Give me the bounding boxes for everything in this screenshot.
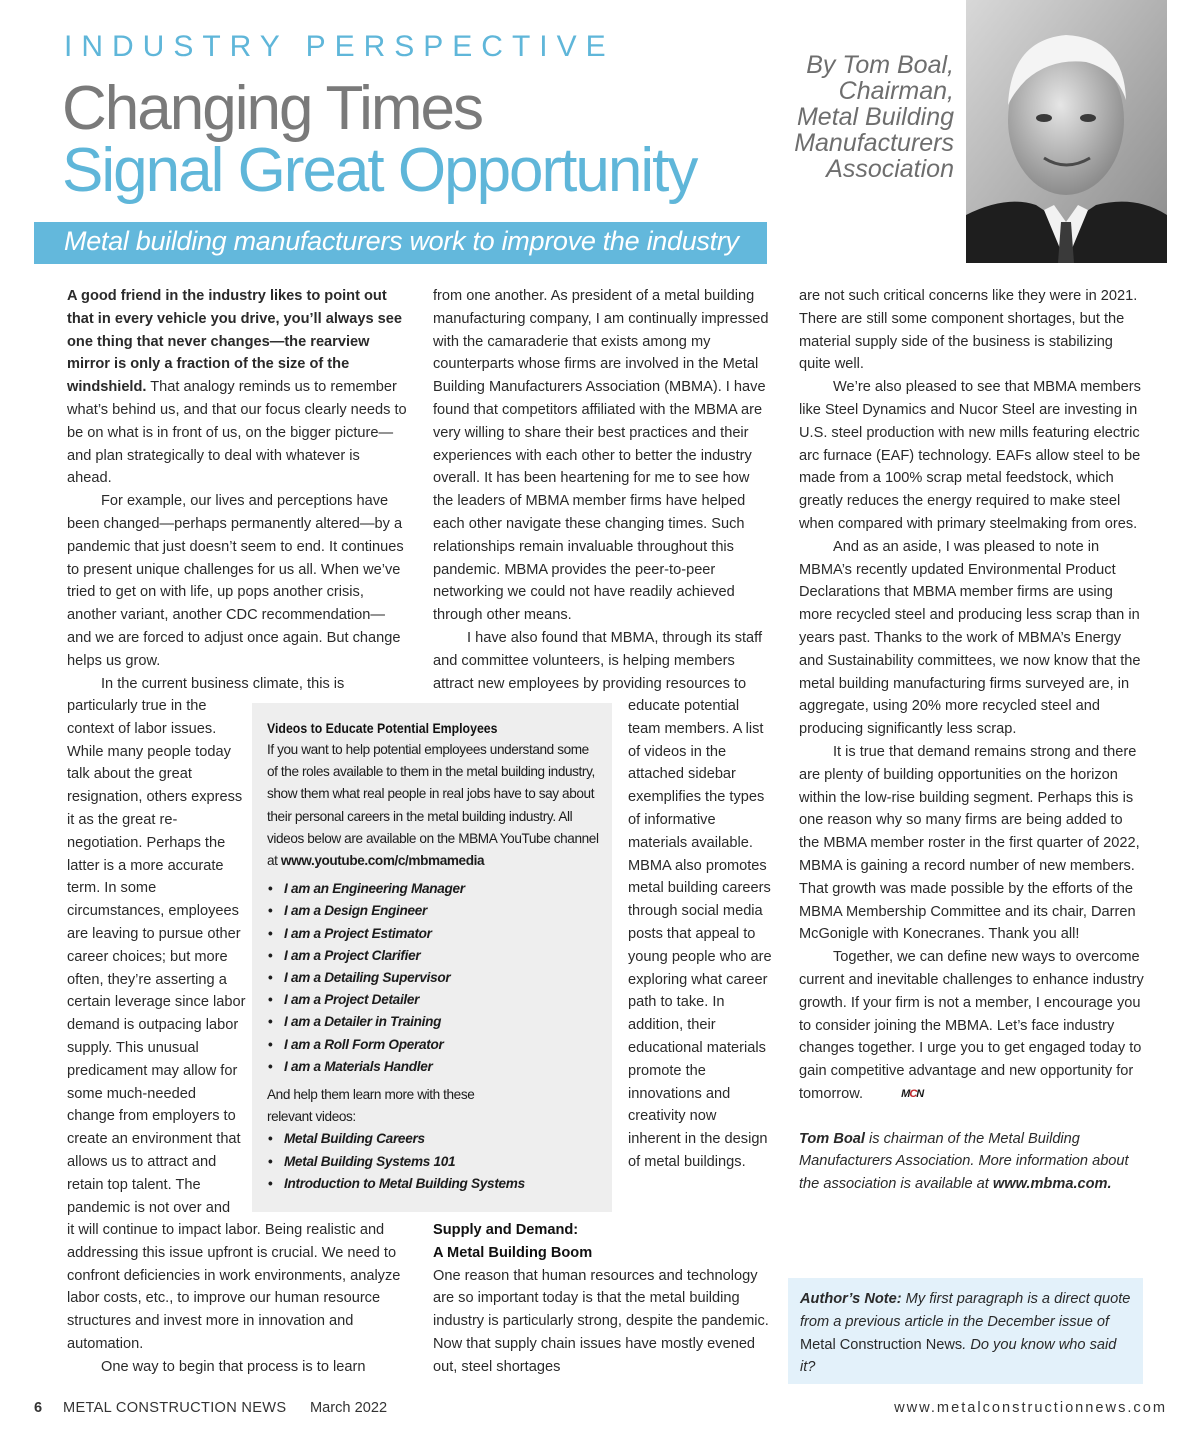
video-item[interactable]: • Metal Building Careers [267, 1128, 602, 1150]
paragraph: It is true that demand remains strong and there are plenty of building opportunities on the horizon within the low-rise building segment. Perhaps this is one reason why so many firms are being added to the MBMA member roster in the first quarter of 2022, MBMA is gaining a record number of new members. That growth was made possible by the efforts of the MBMA Membership Committee and its chair, Darren McGonigle with Konecranes. Thank you all! [799, 743, 1140, 943]
video-item[interactable]: • Introduction to Metal Building Systems [267, 1173, 602, 1195]
column-3 [799, 285, 1144, 1196]
article-title-line1: Changing Times [62, 74, 483, 143]
paragraph-end: it will continue to impact labor. Being realistic and addressing this issue upfront is crucial. We need to confront deficiencies in work environments, analyze labor costs, etc., to improve our human resource structures and invest more in innovation and automation. [67, 1222, 401, 1352]
video-item[interactable]: • I am a Design Engineer [267, 900, 602, 922]
video-item[interactable]: • I am a Roll Form Operator [267, 1034, 602, 1056]
bio-link[interactable]: www.mbma.com. [992, 1176, 1112, 1193]
byline-line: Metal Building [796, 103, 954, 131]
author-byline [734, 52, 954, 182]
paragraph: from one another. As president of a metal building manufacturing company, I am continually impressed with the camaraderie that exists among my counterparts whose firms are involved in the Metal Building Manufacturers Association (MBMA). I have found that competitors affiliated with the MBMA are very willing to share their best practices and their experiences with each other to better the industry overall. It has been heartening for me to see how the leaders of MBMA member firms have helped each other navigate these changing times. Such relationships remain invaluable throughout this pandemic. MBMA provides the peer-to-peer networking we could not have readily achieved through other means. [433, 288, 769, 624]
author-portrait-image [966, 0, 1167, 263]
paragraph: We’re also pleased to see that MBMA members like Steel Dynamics and Nucor Steel are investing in U.S. steel production with new mills featuring electric arc furnace (EAF) technology. EAFs allow steel to be made from a 100% scrap metal feedstock, which greatly reduces the energy required to make steel when compared with primary steelmaking from ores. [799, 379, 1141, 532]
author-note [800, 1288, 1135, 1379]
paragraph-start: I have also found that MBMA, through its staff and committee volunteers, is helping members attract new employees by providing resources to [433, 629, 763, 692]
author-photo [966, 0, 1167, 263]
lead-bold-text: A good friend in the industry likes to point out that in every vehicle you drive, you’ll always see one thing that never changes—the rearview mirror is only a fraction of the size of the windshield. [67, 288, 403, 396]
video-item[interactable]: • I am a Materials Handler [267, 1056, 602, 1078]
author-note-box [788, 1278, 1143, 1384]
column-2-bottom [433, 1219, 771, 1379]
author-note-label: Author’s Note: [800, 1291, 902, 1307]
videos-sidebar [252, 703, 612, 1212]
subtitle-banner [34, 222, 767, 264]
column-2 [433, 285, 771, 695]
more-video-list [267, 1128, 602, 1195]
video-item[interactable]: • Metal Building Systems 101 [267, 1151, 602, 1173]
sidebar-intro-text: If you want to help potential employees understand some of the roles available to them in the metal building industry, show them what real people in real jobs have to say about their personal careers in the metal building industry. All videos below are available on the MBMA YouTube channel at [267, 742, 599, 869]
paragraph-wrap: particularly true in the context of labor issues. While many people today talk about the great resignation, others express it as the great re-negotiation. Perhaps the latter is a more accurate term. In some circumstances, employees are leaving to pursue other career choices; but more often, they’re asserting a certain leverage since labor demand is outpacing labor supply. This unusual predicament may allow for some much-needed change from employers to create an environment that allows us to attract and retain top talent. The pandemic is not over and [67, 698, 246, 1216]
footer-date: March 2022 [310, 1400, 388, 1416]
video-item[interactable]: • I am a Project Estimator [267, 923, 602, 945]
section-kicker: INDUSTRY PERSPECTIVE [64, 30, 615, 63]
byline-line: Manufacturers [794, 129, 954, 157]
bio-name: Tom Boal [799, 1130, 865, 1147]
author-note-publication: Metal Construction News [800, 1336, 963, 1353]
lead-paragraph [67, 285, 407, 490]
youtube-channel-link[interactable]: www.youtube.com/c/mbmamedia [280, 853, 485, 869]
section-subhead: Supply and Demand: [433, 1222, 579, 1238]
footer-publication: METAL CONSTRUCTION NEWS [63, 1400, 287, 1416]
column-1-narrow [67, 695, 247, 1219]
section-subhead: A Metal Building Boom [433, 1244, 593, 1261]
paragraph: One reason that human resources and technology are so important today is that the metal building industry is particularly strong, despite the pandemic. Now that supply chain issues have mostly evened out, steel shortages [433, 1267, 769, 1375]
bio-text: is chairman of the Metal Building Manufacturers Association. More information about the association is available at [799, 1130, 1129, 1193]
video-item[interactable]: • I am a Project Detailer [267, 989, 602, 1011]
footer-website[interactable]: www.metalconstructionnews.com [894, 1400, 1167, 1416]
lead-text: That analogy reminds us to remember what’s behind us, and that our focus clearly needs to be on what is in front of us, on the bigger picture—and plan strategically to deal with whatever is ahead. [67, 379, 407, 487]
author-note-text: . Do you know who said it? [800, 1336, 1117, 1376]
page-number: 6 [34, 1400, 43, 1416]
mcn-end-mark-icon: MCN [901, 1087, 924, 1100]
column-1 [67, 285, 407, 695]
video-item[interactable]: • I am a Detailer in Training [267, 1011, 602, 1033]
paragraph: For example, our lives and perceptions have been changed—perhaps permanently altered—by a pandemic that just doesn’t seem to end. It continues to present unique challenges for us all. When we’ve tried to get on with life, up pops another crisis, another variant, another CDC recommendation—and we are forced to adjust once again. But change helps us grow. [67, 493, 404, 669]
article-subtitle: Metal building manufacturers work to improve the industry [64, 226, 739, 256]
byline-line: Association [826, 155, 954, 183]
author-note-text: My first paragraph is a direct quote from a previous article in the December issue of [800, 1291, 1131, 1330]
byline-line: By Tom Boal, [806, 51, 954, 79]
paragraph-wrap: educate potential team members. A list of videos in the attached sidebar exemplifies the types of informative materials available. MBMA also promotes metal building careers through social media posts that appeal to young people who are exploring what career path to take. In addition, their educational materials promote the innovations and creativity now inherent in the design of metal buildings. [628, 698, 772, 1170]
video-item[interactable]: • I am an Engineering Manager [267, 878, 602, 900]
paragraph: And as an aside, I was pleased to note in MBMA’s recently updated Environmental Product Declarations that MBMA member firms are using more recycled steel and producing less scrap than in years past. Thanks to the work of MBMA’s Energy and Sustainability committees, we now know that the metal building manufacturing firms surveyed are, in aggregate, using 20% more recycled steel and producing significantly less scrap. [799, 538, 1141, 738]
paragraph-start: In the current business climate, this is [101, 675, 345, 692]
closing-text: Together, we can define new ways to overcome current and inevitable challenges to enhance industry growth. If your firm is not a member, I encourage you to consider joining the MBMA. Let’s face industry changes together. I urge you to get engaged today to gain competitive advantage and new opportunity for tomorrow. [799, 949, 1144, 1102]
byline-line: Chairman, [838, 77, 954, 105]
column-1-bottom [67, 1219, 407, 1379]
author-bio [799, 1128, 1144, 1196]
sidebar-more-text: And help them learn more with these relevant videos: [267, 1087, 475, 1125]
paragraph: One way to begin that process is to learn [101, 1358, 366, 1375]
video-list [267, 878, 602, 1078]
article-title-line2: Signal Great Opportunity [62, 136, 697, 205]
column-2-narrow [628, 695, 772, 1174]
video-item[interactable]: • I am a Project Clarifier [267, 945, 602, 967]
video-item[interactable]: • I am a Detailing Supervisor [267, 967, 602, 989]
sidebar-intro [267, 739, 602, 872]
sidebar-title: Videos to Educate Potential Employees [267, 720, 498, 736]
paragraph [799, 946, 1144, 1106]
paragraph: are not such critical concerns like they were in 2021. There are still some component shortages, but the material supply side of the business is stabilizing quite well. [799, 288, 1138, 373]
